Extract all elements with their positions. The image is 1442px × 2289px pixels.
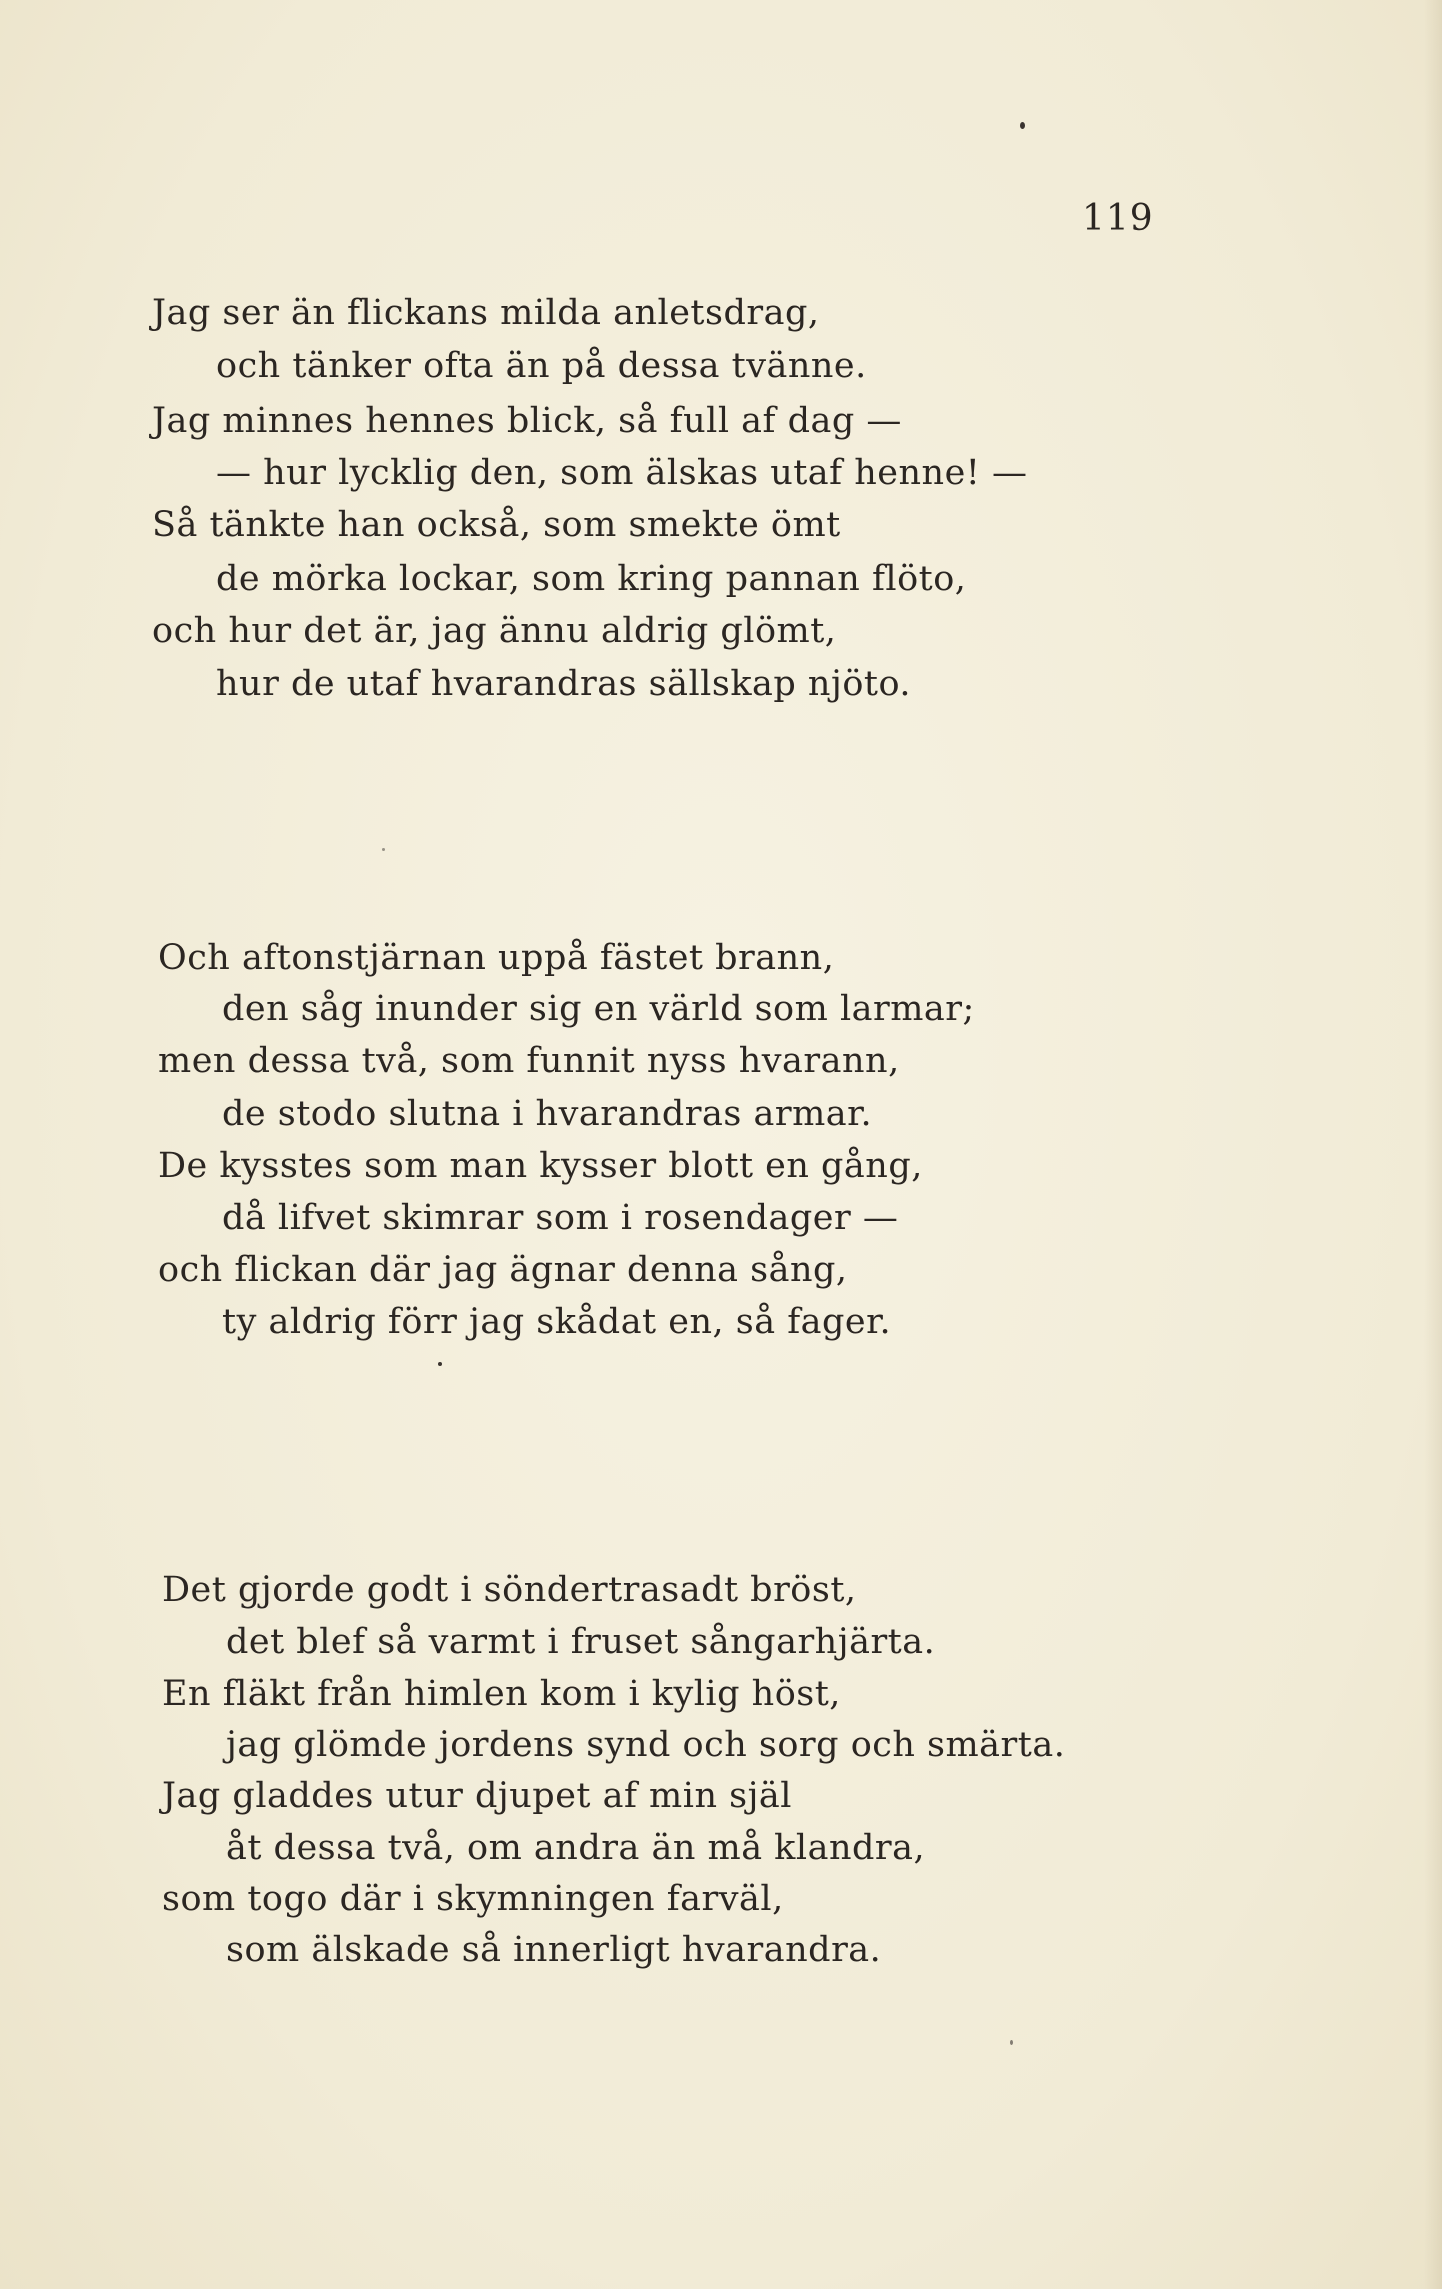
- verse-line: Det gjorde godt i söndertrasadt bröst,: [162, 1570, 857, 1610]
- verse-line: ty aldrig förr jag skådat en, så fager.: [222, 1302, 892, 1342]
- verse-line: hur de utaf hvarandras sällskap njöto.: [216, 664, 912, 704]
- paper-speck: [1020, 122, 1025, 129]
- verse-line: den såg inunder sig en värld som larmar;: [222, 989, 975, 1029]
- verse-line: åt dessa två, om andra än må klandra,: [226, 1828, 926, 1868]
- verse-line: det blef så varmt i fruset sångarhjärta.: [226, 1622, 936, 1662]
- verse-line: de mörka lockar, som kring pannan flöto,: [216, 559, 967, 599]
- verse-line: och flickan där jag ägnar denna sång,: [158, 1250, 848, 1290]
- page-edge-shadow: [1424, 0, 1442, 2289]
- verse-line: En fläkt från himlen kom i kylig höst,: [162, 1674, 841, 1714]
- verse-line: då lifvet skimrar som i rosendager —: [222, 1198, 899, 1238]
- verse-line: Så tänkte han också, som smekte ömt: [152, 505, 841, 545]
- verse-line: jag glömde jordens synd och sorg och smärta.: [226, 1725, 1066, 1765]
- verse-line: De kysstes som man kysser blott en gång,: [158, 1146, 923, 1186]
- verse-line: Jag ser än flickans milda anletsdrag,: [152, 293, 820, 333]
- verse-line: och tänker ofta än på dessa tvänne.: [216, 346, 867, 386]
- verse-line: som togo där i skymningen farväl,: [162, 1879, 784, 1919]
- paper-speck: [382, 848, 385, 851]
- verse-line: men dessa två, som funnit nyss hvarann,: [158, 1041, 900, 1081]
- verse-line: Och aftonstjärnan uppå fästet brann,: [158, 938, 835, 978]
- verse-line: Jag minnes hennes blick, så full af dag —: [152, 401, 902, 441]
- paper-speck: [438, 1362, 442, 1366]
- verse-line: — hur lycklig den, som älskas utaf henne! —: [216, 453, 1028, 493]
- verse-line: som älskade så innerligt hvarandra.: [226, 1930, 882, 1970]
- verse-line: de stodo slutna i hvarandras armar.: [222, 1094, 873, 1134]
- verse-line: och hur det är, jag ännu aldrig glömt,: [152, 611, 837, 651]
- paper-speck: [1010, 2040, 1013, 2045]
- verse-line: Jag gladdes utur djupet af min själ: [162, 1776, 792, 1816]
- page-number: 119: [1082, 198, 1154, 239]
